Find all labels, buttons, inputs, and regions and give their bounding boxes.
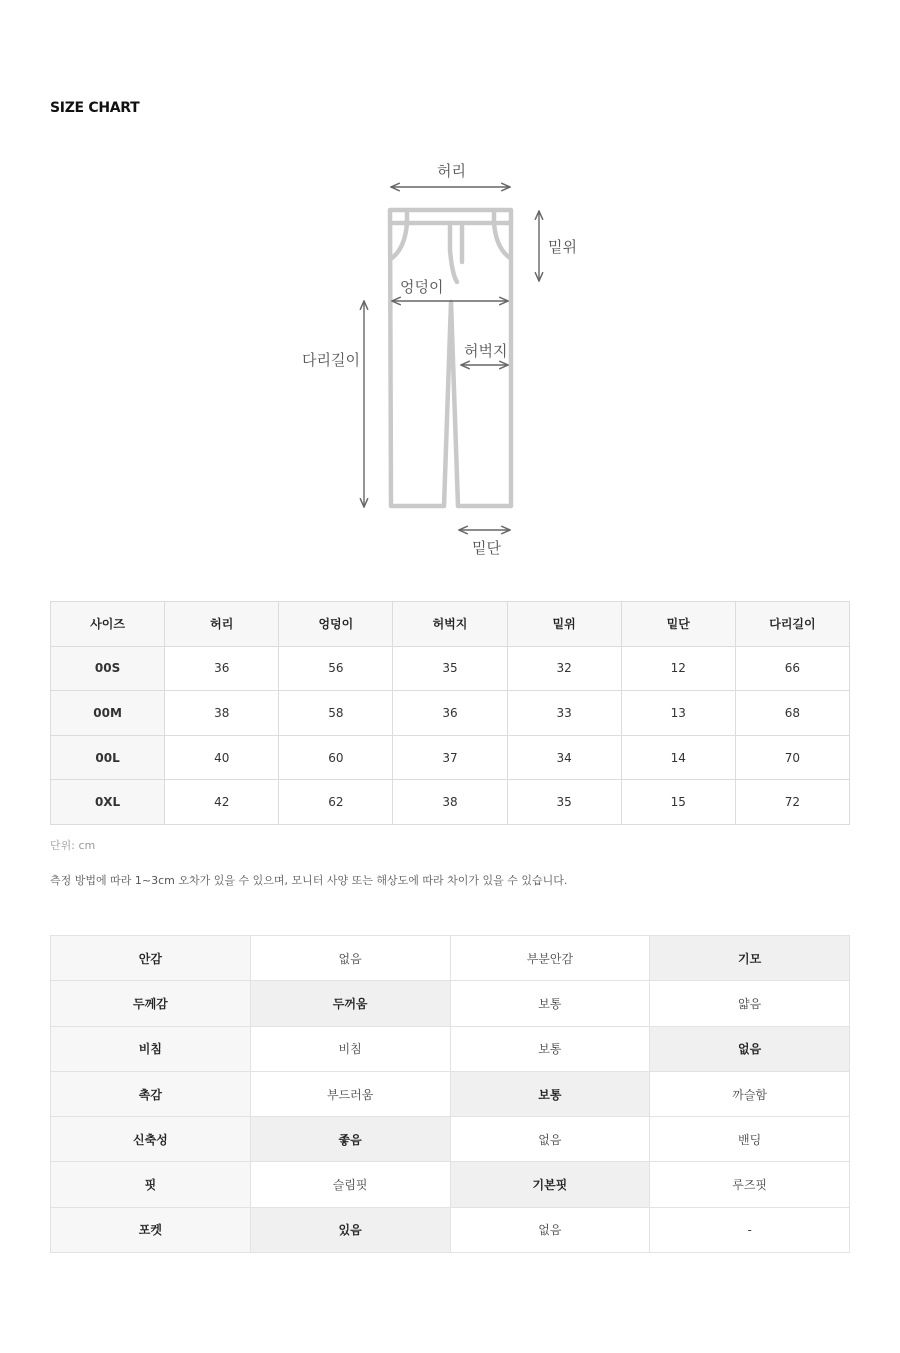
table-cell: 38 xyxy=(393,780,507,825)
table-cell: 36 xyxy=(393,691,507,736)
header-size: 사이즈 xyxy=(51,602,165,647)
feature-option-selected: 있음 xyxy=(250,1207,450,1252)
table-cell: 58 xyxy=(279,691,393,736)
feature-row xyxy=(51,1207,850,1252)
feature-option: - xyxy=(650,1207,850,1252)
feature-label: 두께감 xyxy=(51,981,251,1026)
feature-label: 핏 xyxy=(51,1162,251,1207)
feature-label: 안감 xyxy=(51,936,251,981)
fabric-feature-table xyxy=(50,935,850,1253)
feature-option-selected: 두꺼움 xyxy=(250,981,450,1026)
table-cell: 60 xyxy=(279,735,393,780)
table-row xyxy=(51,780,850,825)
page-title: SIZE CHART xyxy=(50,100,140,116)
pants-measurement-diagram xyxy=(0,150,900,570)
header-length: 다리길이 xyxy=(735,602,849,647)
table-cell: 72 xyxy=(735,780,849,825)
feature-option-selected: 기모 xyxy=(650,936,850,981)
measurement-disclaimer: 측정 방법에 따라 1~3cm 오차가 있을 수 있으며, 모니터 사양 또는 해상도에 따라 차이가 있을 수 있습니다. xyxy=(50,874,568,887)
size-name: 00M xyxy=(51,691,165,736)
table-row xyxy=(51,691,850,736)
feature-option: 까슬함 xyxy=(650,1071,850,1116)
feature-label: 포켓 xyxy=(51,1207,251,1252)
feature-option: 밴딩 xyxy=(650,1117,850,1162)
table-row xyxy=(51,646,850,691)
feature-option: 루즈핏 xyxy=(650,1162,850,1207)
table-row xyxy=(51,735,850,780)
table-cell: 37 xyxy=(393,735,507,780)
table-cell: 68 xyxy=(735,691,849,736)
feature-option: 슬림핏 xyxy=(250,1162,450,1207)
feature-row xyxy=(51,1026,850,1071)
size-name: 00L xyxy=(51,735,165,780)
header-waist: 허리 xyxy=(165,602,279,647)
table-cell: 35 xyxy=(393,646,507,691)
feature-label: 촉감 xyxy=(51,1071,251,1116)
feature-option-selected: 없음 xyxy=(650,1026,850,1071)
feature-row xyxy=(51,1117,850,1162)
size-name: 00S xyxy=(51,646,165,691)
header-thigh: 허벅지 xyxy=(393,602,507,647)
feature-option-selected: 보통 xyxy=(450,1071,650,1116)
feature-option: 비침 xyxy=(250,1026,450,1071)
feature-option: 부분안감 xyxy=(450,936,650,981)
feature-row xyxy=(51,936,850,981)
table-cell: 13 xyxy=(621,691,735,736)
table-cell: 42 xyxy=(165,780,279,825)
table-cell: 66 xyxy=(735,646,849,691)
pants-diagram-svg xyxy=(0,150,900,570)
feature-option: 없음 xyxy=(450,1117,650,1162)
hem-label: 밑단 xyxy=(472,539,501,557)
unit-note: 단위: cm xyxy=(50,839,96,852)
header-hem: 밑단 xyxy=(621,602,735,647)
table-cell: 12 xyxy=(621,646,735,691)
table-cell: 38 xyxy=(165,691,279,736)
table-cell: 62 xyxy=(279,780,393,825)
table-cell: 34 xyxy=(507,735,621,780)
size-name: 0XL xyxy=(51,780,165,825)
feature-option-selected: 기본핏 xyxy=(450,1162,650,1207)
table-cell: 33 xyxy=(507,691,621,736)
size-table-header-row xyxy=(51,602,850,647)
feature-row xyxy=(51,1071,850,1116)
feature-option: 보통 xyxy=(450,1026,650,1071)
rise-label: 밑위 xyxy=(548,238,577,256)
thigh-label: 허벅지 xyxy=(464,342,508,360)
table-cell: 70 xyxy=(735,735,849,780)
feature-row xyxy=(51,981,850,1026)
feature-option-selected: 좋음 xyxy=(250,1117,450,1162)
table-cell: 36 xyxy=(165,646,279,691)
length-label: 다리길이 xyxy=(302,351,360,369)
hip-label: 엉덩이 xyxy=(400,278,444,296)
table-cell: 32 xyxy=(507,646,621,691)
feature-option: 보통 xyxy=(450,981,650,1026)
size-table xyxy=(50,601,850,825)
feature-option: 없음 xyxy=(250,936,450,981)
feature-row xyxy=(51,1162,850,1207)
waist-label: 허리 xyxy=(437,162,466,180)
table-cell: 56 xyxy=(279,646,393,691)
header-hip: 엉덩이 xyxy=(279,602,393,647)
table-cell: 15 xyxy=(621,780,735,825)
feature-option: 얇음 xyxy=(650,981,850,1026)
table-cell: 35 xyxy=(507,780,621,825)
feature-option: 없음 xyxy=(450,1207,650,1252)
feature-label: 신축성 xyxy=(51,1117,251,1162)
feature-option: 부드러움 xyxy=(250,1071,450,1116)
table-cell: 40 xyxy=(165,735,279,780)
table-cell: 14 xyxy=(621,735,735,780)
header-rise: 밑위 xyxy=(507,602,621,647)
feature-label: 비침 xyxy=(51,1026,251,1071)
